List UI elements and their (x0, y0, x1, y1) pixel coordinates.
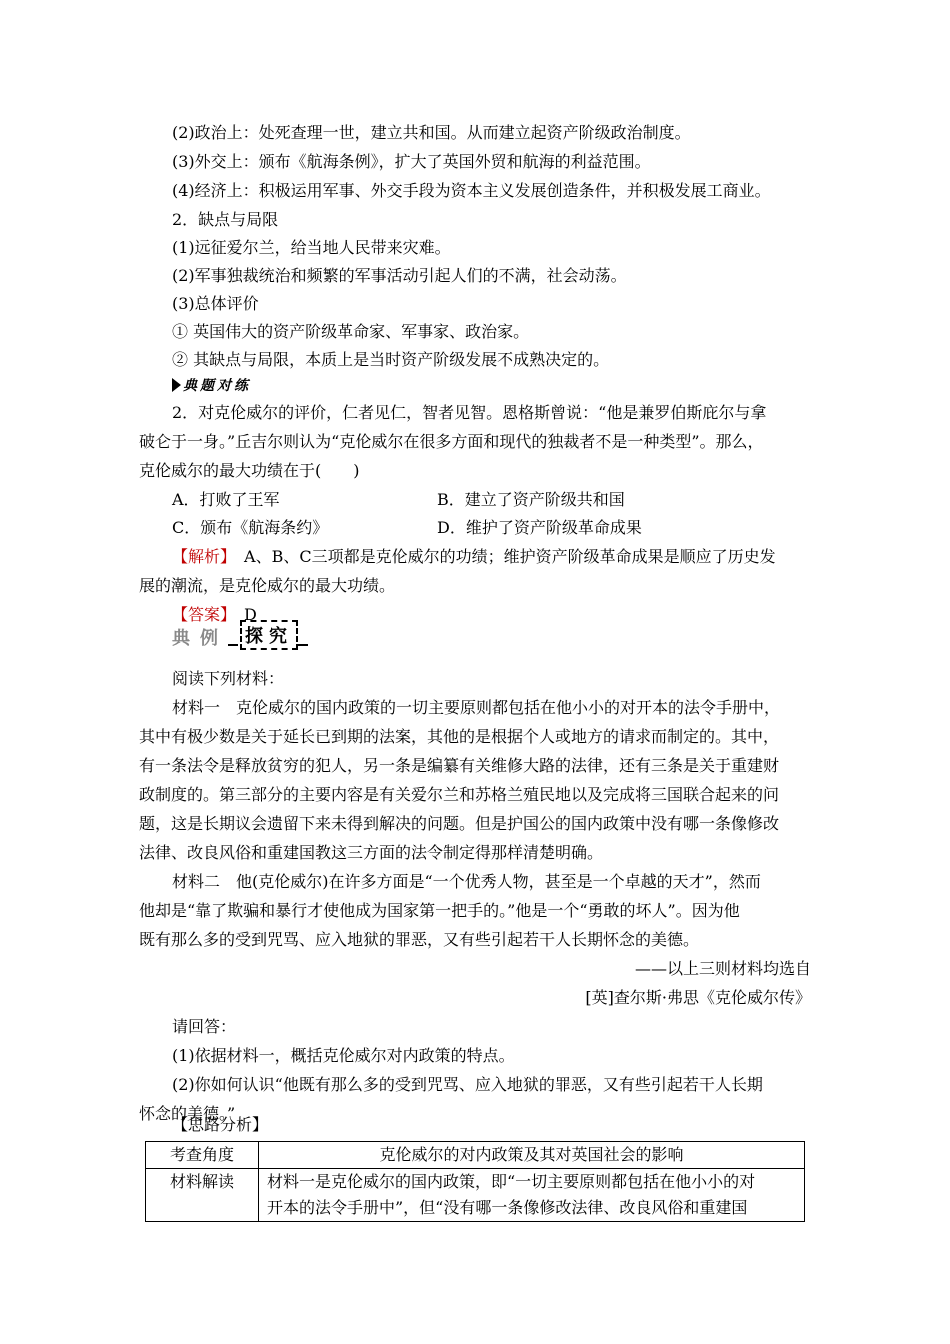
text-line: (3)总体评价 (172, 294, 259, 313)
material-line: 材料二 他(克伦威尔)在许多方面是“一个优秀人物，甚至是一个卓越的天才”，然而 (172, 872, 761, 891)
question-item: (2)你如何认识“他既有那么多的受到咒骂、应入地狱的罪恶，又有些引起若干人长期 (172, 1075, 763, 1094)
analysis-line: 展的潮流，是克伦威尔的最大功绩。 (139, 576, 396, 595)
text-line: (1)远征爱尔兰，给当地人民带来灾难。 (172, 238, 451, 257)
table-row (146, 1169, 805, 1222)
source-line: ——以上三则材料均选自 (634, 959, 811, 978)
material-line: 既有那么多的受到咒骂、应入地狱的罪恶，又有些引起若干人长期怀念的美德。 (139, 930, 700, 949)
text-line: ① 英国伟大的资产阶级革命家、军事家、政治家。 (172, 322, 530, 341)
option-c: C．颁布《航海条约》 (172, 518, 329, 537)
question-item: 怀念的美德。” (139, 1104, 236, 1123)
material-line: 其中有极少数是关于延长已到期的法案，其他的是根据个人或地方的请求而制定的。其中， (139, 727, 780, 746)
analysis-heading: 【思路分析】 (172, 1115, 269, 1134)
text-line: (4)经济上：积极运用军事、外交手段为资本主义发展创造条件，并积极发展工商业。 (172, 181, 771, 200)
text-line: (2)军事独裁统治和频繁的军事活动引起人们的不满，社会动荡。 (172, 266, 627, 285)
analysis-line: 【解析】 A、B、C三项都是克伦威尔的功绩；维护资产阶级革命成果是顺应了历史发 (172, 547, 776, 566)
material-line: 材料一 克伦威尔的国内政策的一切主要原则都包括在他小小的对开本的法令手册中， (172, 698, 781, 717)
heading-rule (228, 644, 238, 646)
analysis-table (145, 1141, 805, 1222)
text-line: (2)政治上：处死查理一世，建立共和国。从而建立起资产阶级政治制度。 (172, 123, 691, 142)
source-line: [英]查尔斯·弗思《克伦威尔传》 (585, 988, 811, 1007)
table-cell: 考查角度 (146, 1142, 259, 1169)
table-row (146, 1142, 805, 1169)
material-line: 政制度的。第三部分的主要内容是有关爱尔兰和苏格兰殖民地以及完成将三国联合起来的问 (139, 785, 780, 804)
question-text: 破仑于一身。”丘吉尔则认为“克伦威尔在很多方面和现代的独裁者不是一种类型”。那么， (139, 432, 764, 451)
text-line: ② 其缺点与局限，本质上是当时资产阶级发展不成熟决定的。 (172, 350, 610, 369)
text-line: 2．缺点与局限 (172, 210, 279, 229)
play-triangle-icon (172, 378, 181, 392)
question-text: 2．对克伦威尔的评价，仁者见仁，智者见智。恩格斯曾说：“他是兼罗伯斯庇尔与拿 (172, 403, 767, 422)
question-prompt: 请回答： (172, 1017, 237, 1036)
text-line: (3)外交上：颁布《航海条例》，扩大了英国外贸和航海的利益范围。 (172, 152, 651, 171)
option-a: A．打败了王军 (172, 490, 280, 509)
question-item: (1)依据材料一，概括克伦威尔对内政策的特点。 (172, 1046, 515, 1065)
material-intro: 阅读下列材料： (172, 669, 285, 688)
material-line: 有一条法令是释放贫穷的犯人，另一条是编纂有关维修大路的法律，还有三条是关于重建财 (139, 756, 780, 775)
answer-line: 【答案】 D (172, 605, 257, 624)
material-line: 法律、改良风俗和重建国教这三方面的法令制定得那样清楚明确。 (139, 843, 604, 862)
material-line: 题，这是长期议会遗留下来未得到解决的问题。但是护国公的国内政策中没有哪一条像修改 (139, 814, 780, 833)
section-heading-practice: 典题对练 (172, 376, 251, 394)
option-d: D．维护了资产阶级革命成果 (437, 518, 642, 537)
table-cell: 材料一是克伦威尔的国内政策，即“一切主要原则都包括在他小小的对 开本的法令手册中”，但“没有哪一条像修改法律、改良风俗和重建国 (259, 1169, 805, 1222)
heading-rule (298, 644, 308, 646)
analysis-tag: 【解析】 (172, 547, 229, 566)
table-cell: 材料解读 (146, 1169, 259, 1222)
option-b: B．建立了资产阶级共和国 (437, 490, 625, 509)
material-line: 他却是“靠了欺骗和暴行才使他成为国家第一把手的。”他是一个“勇敢的坏人”。因为他 (139, 901, 740, 920)
answer-tag: 【答案】 (172, 605, 229, 624)
table-cell: 克伦威尔的对内政策及其对英国社会的影响 (259, 1142, 805, 1169)
section-heading-example: 典例 探究 (172, 622, 308, 650)
question-text: 克伦威尔的最大功绩在于( ) (139, 461, 360, 480)
